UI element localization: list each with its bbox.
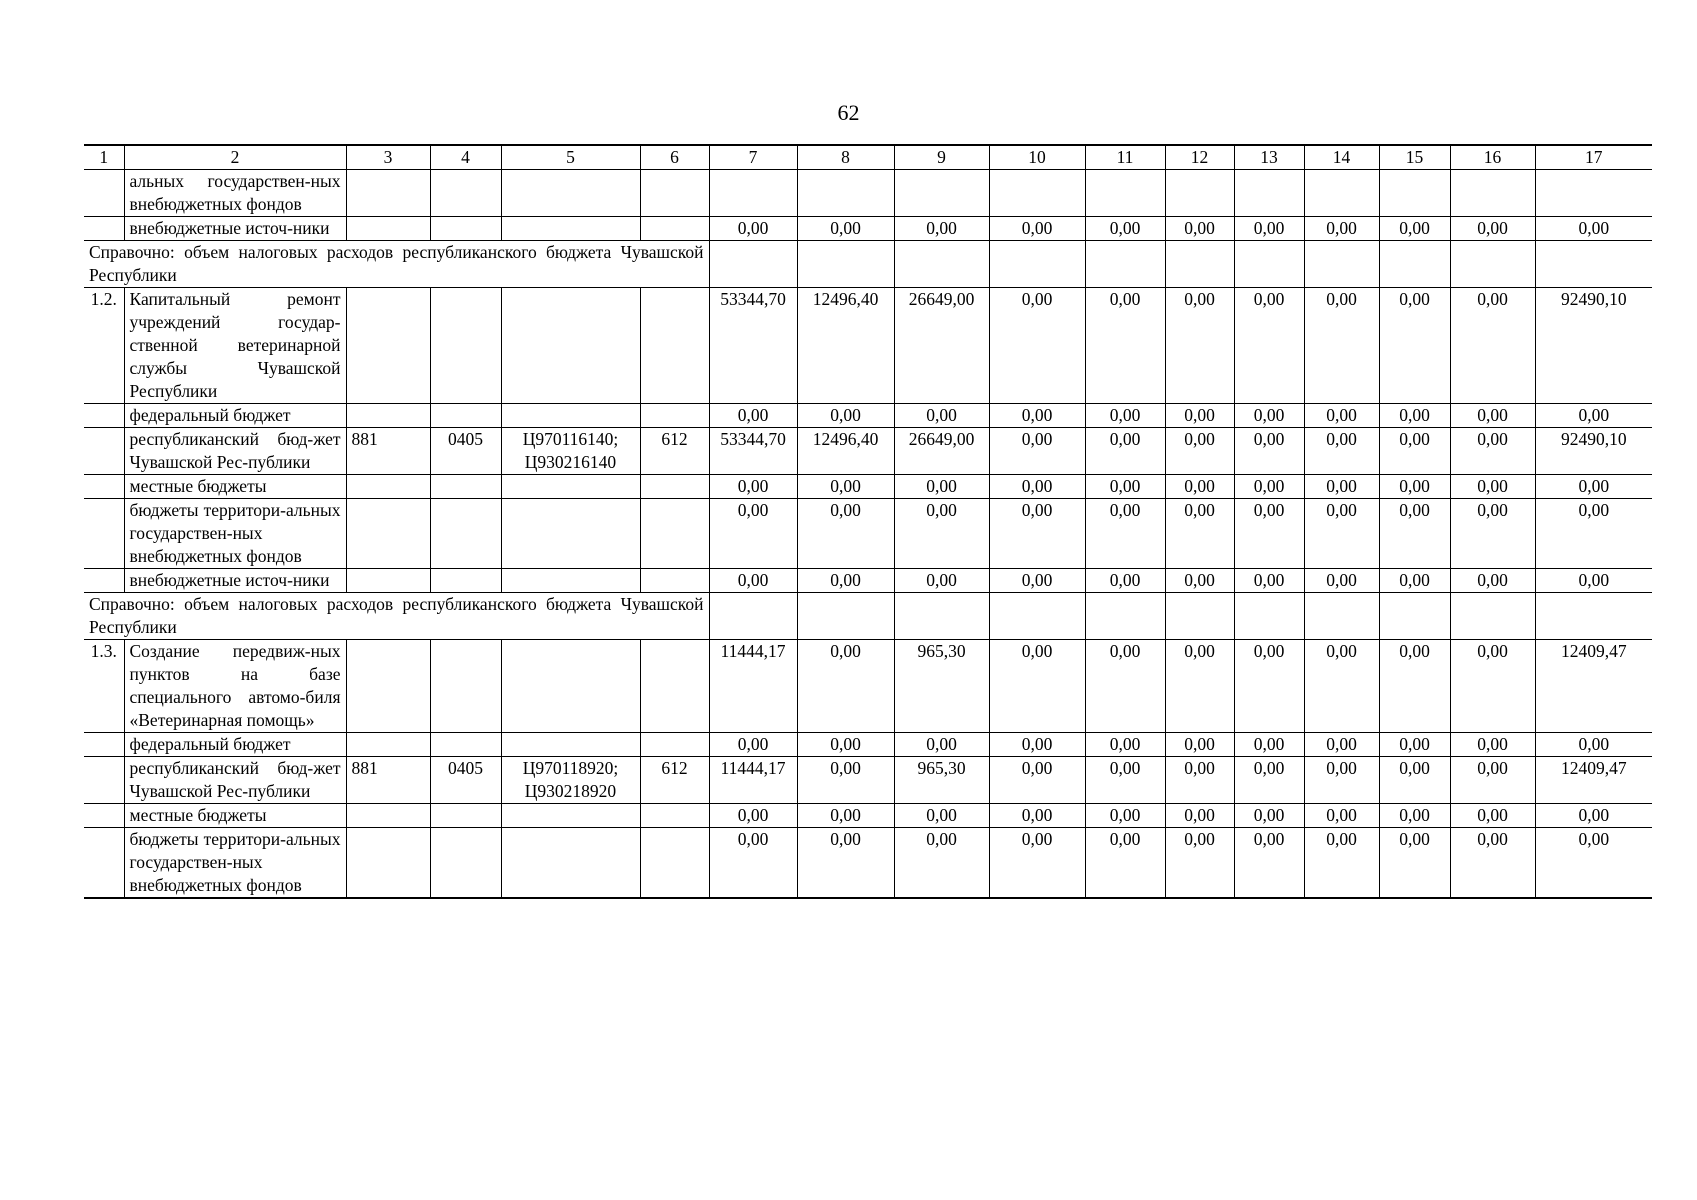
value-cell: 0,00 [1085,499,1165,569]
value-cell: 0,00 [1379,428,1450,475]
value-cell: 12409,47 [1535,757,1652,804]
section-code-cell [430,475,501,499]
expense-type-cell [640,170,709,217]
value-cell [797,593,894,640]
value-cell: 0,00 [1379,640,1450,733]
value-cell: 0,00 [1535,733,1652,757]
value-cell: 0,00 [709,217,797,241]
value-cell: 12496,40 [797,288,894,404]
table-row [84,733,1652,757]
value-cell: 0,00 [709,404,797,428]
table-row [84,404,1652,428]
code-cell [346,170,430,217]
value-cell: 0,00 [1535,828,1652,899]
table-row [84,288,1652,404]
target-code-cell [501,804,640,828]
code-cell [346,733,430,757]
target-code-cell [501,475,640,499]
code-cell [346,569,430,593]
target-code-cell [501,828,640,899]
value-cell [1450,593,1535,640]
value-cell: 0,00 [1304,757,1379,804]
value-cell [1304,593,1379,640]
value-cell: 0,00 [1450,733,1535,757]
item-name-cell: местные бюджеты [124,804,346,828]
value-cell: 0,00 [989,217,1085,241]
value-cell [1165,241,1234,288]
column-number-cell: 11 [1085,145,1165,170]
expense-type-cell [640,569,709,593]
expense-type-cell [640,404,709,428]
value-cell: 0,00 [894,828,989,899]
table-row [84,569,1652,593]
value-cell: 0,00 [1165,757,1234,804]
value-cell: 0,00 [1165,640,1234,733]
value-cell: 0,00 [1379,499,1450,569]
target-code-cell: Ц970118920; Ц930218920 [501,757,640,804]
value-cell [894,241,989,288]
value-cell: 0,00 [1535,569,1652,593]
value-cell: 0,00 [1304,569,1379,593]
section-code-cell [430,499,501,569]
target-code-cell [501,733,640,757]
value-cell: 0,00 [1234,475,1304,499]
value-cell: 0,00 [797,757,894,804]
code-cell [346,828,430,899]
value-cell [1234,170,1304,217]
target-code-cell [501,404,640,428]
value-cell [1535,241,1652,288]
column-number-cell: 3 [346,145,430,170]
value-cell: 0,00 [1085,475,1165,499]
section-code-cell [430,404,501,428]
value-cell: 0,00 [1234,569,1304,593]
value-cell: 0,00 [1304,217,1379,241]
value-cell [894,593,989,640]
value-cell: 0,00 [1234,499,1304,569]
column-number-cell: 14 [1304,145,1379,170]
target-code-cell [501,217,640,241]
value-cell: 0,00 [709,733,797,757]
table-row [84,499,1652,569]
item-number-cell [84,404,124,428]
value-cell: 92490,10 [1535,428,1652,475]
value-cell: 0,00 [989,757,1085,804]
value-cell: 0,00 [1304,499,1379,569]
value-cell: 0,00 [894,475,989,499]
value-cell: 0,00 [1379,569,1450,593]
value-cell: 0,00 [1234,404,1304,428]
value-cell: 0,00 [1085,804,1165,828]
target-code-cell [501,170,640,217]
value-cell: 0,00 [1379,804,1450,828]
code-cell [346,217,430,241]
column-number-cell: 7 [709,145,797,170]
expense-type-cell [640,733,709,757]
code-cell: 881 [346,757,430,804]
column-number-cell: 5 [501,145,640,170]
expense-type-cell [640,828,709,899]
value-cell: 0,00 [1450,804,1535,828]
value-cell [709,170,797,217]
value-cell: 92490,10 [1535,288,1652,404]
expense-type-cell: 612 [640,757,709,804]
column-number-cell: 1 [84,145,124,170]
item-number-cell [84,757,124,804]
value-cell: 0,00 [1085,757,1165,804]
page-number: 62 [837,100,860,125]
value-cell: 0,00 [1450,828,1535,899]
column-number-cell: 6 [640,145,709,170]
value-cell: 0,00 [1085,733,1165,757]
value-cell: 0,00 [894,404,989,428]
value-cell: 0,00 [1450,757,1535,804]
expense-type-cell [640,217,709,241]
target-code-cell [501,569,640,593]
value-cell: 11444,17 [709,757,797,804]
reference-text-cell: Справочно: объем налоговых расходов республиканского бюджета Чувашской Республики [84,241,709,288]
item-name-cell: внебюджетные источ-ники [124,569,346,593]
value-cell: 0,00 [709,569,797,593]
value-cell: 0,00 [1450,217,1535,241]
value-cell [1535,593,1652,640]
value-cell: 0,00 [1304,288,1379,404]
value-cell: 0,00 [1085,217,1165,241]
value-cell: 0,00 [1379,404,1450,428]
value-cell: 0,00 [1165,499,1234,569]
value-cell: 0,00 [1450,404,1535,428]
value-cell: 0,00 [1165,404,1234,428]
value-cell [709,241,797,288]
item-number-cell [84,828,124,899]
value-cell [989,593,1085,640]
value-cell: 0,00 [1165,288,1234,404]
code-cell [346,475,430,499]
table-row [84,170,1652,217]
item-name-cell: республиканский бюд-жет Чувашской Рес-публики [124,428,346,475]
expense-type-cell [640,288,709,404]
column-number-cell: 4 [430,145,501,170]
code-cell [346,404,430,428]
value-cell: 0,00 [1234,640,1304,733]
value-cell: 0,00 [709,804,797,828]
value-cell: 0,00 [709,475,797,499]
value-cell [1450,241,1535,288]
value-cell: 0,00 [894,569,989,593]
column-number-cell: 15 [1379,145,1450,170]
column-number-cell: 9 [894,145,989,170]
item-number-cell: 1.2. [84,288,124,404]
value-cell: 0,00 [1085,404,1165,428]
value-cell: 0,00 [989,288,1085,404]
column-number-cell: 2 [124,145,346,170]
target-code-cell: Ц970116140; Ц930216140 [501,428,640,475]
item-number-cell: 1.3. [84,640,124,733]
value-cell: 0,00 [1234,217,1304,241]
value-cell: 0,00 [989,804,1085,828]
value-cell: 12409,47 [1535,640,1652,733]
code-cell: 881 [346,428,430,475]
value-cell: 26649,00 [894,288,989,404]
value-cell: 0,00 [1085,640,1165,733]
value-cell: 26649,00 [894,428,989,475]
value-cell: 0,00 [989,428,1085,475]
item-name-cell: Создание передвиж-ных пунктов на базе специального автомо-биля «Ветеринарная помощь» [124,640,346,733]
value-cell [1165,593,1234,640]
value-cell: 0,00 [1165,569,1234,593]
value-cell [1379,241,1450,288]
expense-type-cell: 612 [640,428,709,475]
value-cell: 0,00 [797,217,894,241]
value-cell: 965,30 [894,640,989,733]
value-cell: 53344,70 [709,428,797,475]
value-cell: 0,00 [797,475,894,499]
value-cell [989,241,1085,288]
column-number-cell: 17 [1535,145,1652,170]
section-code-cell [430,217,501,241]
table-row [84,828,1652,899]
value-cell [1304,170,1379,217]
value-cell: 0,00 [709,499,797,569]
value-cell: 0,00 [1450,475,1535,499]
target-code-cell [501,640,640,733]
section-code-cell [430,170,501,217]
value-cell [1234,241,1304,288]
item-name-cell: федеральный бюджет [124,404,346,428]
value-cell: 0,00 [989,640,1085,733]
column-number-cell: 13 [1234,145,1304,170]
item-number-cell [84,804,124,828]
value-cell: 0,00 [1085,288,1165,404]
value-cell: 0,00 [1304,640,1379,733]
value-cell: 0,00 [797,499,894,569]
value-cell: 0,00 [1165,475,1234,499]
value-cell: 0,00 [894,217,989,241]
value-cell: 0,00 [1450,428,1535,475]
value-cell: 0,00 [989,404,1085,428]
value-cell: 0,00 [1085,428,1165,475]
value-cell: 0,00 [1085,828,1165,899]
item-name-cell: внебюджетные источ-ники [124,217,346,241]
value-cell: 0,00 [797,733,894,757]
value-cell: 0,00 [989,733,1085,757]
value-cell: 0,00 [1234,733,1304,757]
reference-text-cell: Справочно: объем налоговых расходов республиканского бюджета Чувашской Республики [84,593,709,640]
column-number-cell: 10 [989,145,1085,170]
value-cell: 0,00 [1234,828,1304,899]
table-row [84,804,1652,828]
value-cell: 0,00 [797,640,894,733]
table-row [84,757,1652,804]
value-cell: 0,00 [1450,640,1535,733]
value-cell: 53344,70 [709,288,797,404]
value-cell: 0,00 [1304,828,1379,899]
value-cell: 0,00 [1234,757,1304,804]
column-number-row [84,145,1652,170]
value-cell: 0,00 [1535,404,1652,428]
item-name-cell: местные бюджеты [124,475,346,499]
code-cell [346,499,430,569]
value-cell [1450,170,1535,217]
item-name-cell: федеральный бюджет [124,733,346,757]
value-cell: 0,00 [709,828,797,899]
value-cell: 0,00 [1304,404,1379,428]
section-code-cell [430,828,501,899]
value-cell: 0,00 [1379,757,1450,804]
item-name-cell: бюджеты территори-альных государствен-ных внебюджетных фондов [124,499,346,569]
item-number-cell [84,475,124,499]
column-number-cell: 12 [1165,145,1234,170]
item-number-cell [84,428,124,475]
value-cell: 0,00 [1165,828,1234,899]
value-cell: 0,00 [1535,217,1652,241]
value-cell: 0,00 [797,828,894,899]
expense-type-cell [640,499,709,569]
item-number-cell [84,499,124,569]
item-name-cell: Капитальный ремонт учреждений государ-ственной ветеринарной службы Чувашской Республики [124,288,346,404]
section-code-cell: 0405 [430,757,501,804]
value-cell: 0,00 [1085,569,1165,593]
column-number-cell: 8 [797,145,894,170]
column-number-cell: 16 [1450,145,1535,170]
value-cell: 0,00 [894,804,989,828]
value-cell: 0,00 [1535,499,1652,569]
value-cell: 0,00 [894,499,989,569]
expense-type-cell [640,804,709,828]
value-cell: 0,00 [1304,428,1379,475]
item-name-cell: альных государствен-ных внебюджетных фондов [124,170,346,217]
value-cell: 0,00 [797,804,894,828]
value-cell: 0,00 [1165,217,1234,241]
item-number-cell [84,569,124,593]
value-cell: 0,00 [1234,288,1304,404]
item-number-cell [84,733,124,757]
value-cell [1535,170,1652,217]
value-cell: 0,00 [1379,288,1450,404]
expense-type-cell [640,640,709,733]
section-code-cell [430,288,501,404]
code-cell [346,640,430,733]
value-cell: 0,00 [1379,828,1450,899]
value-cell: 0,00 [797,569,894,593]
value-cell: 0,00 [1535,804,1652,828]
target-code-cell [501,288,640,404]
value-cell: 0,00 [1165,733,1234,757]
table-row [84,428,1652,475]
table-row [84,217,1652,241]
reference-row [84,593,1652,640]
value-cell: 0,00 [989,499,1085,569]
item-name-cell: республиканский бюд-жет Чувашской Рес-публики [124,757,346,804]
value-cell [1379,593,1450,640]
section-code-cell [430,569,501,593]
value-cell: 0,00 [1304,475,1379,499]
value-cell: 0,00 [1379,217,1450,241]
value-cell [989,170,1085,217]
reference-row [84,241,1652,288]
value-cell [709,593,797,640]
value-cell [797,170,894,217]
value-cell: 0,00 [989,569,1085,593]
value-cell: 0,00 [894,733,989,757]
value-cell: 12496,40 [797,428,894,475]
budget-table [84,144,1652,899]
value-cell: 0,00 [1234,428,1304,475]
value-cell [1085,170,1165,217]
section-code-cell [430,804,501,828]
value-cell: 0,00 [1165,804,1234,828]
value-cell: 0,00 [1450,569,1535,593]
expense-type-cell [640,475,709,499]
value-cell: 0,00 [1165,428,1234,475]
value-cell: 0,00 [1450,499,1535,569]
value-cell [1304,241,1379,288]
table-row [84,475,1652,499]
value-cell: 0,00 [1379,475,1450,499]
value-cell: 0,00 [1535,475,1652,499]
value-cell: 11444,17 [709,640,797,733]
item-name-cell: бюджеты территори-альных государствен-ных внебюджетных фондов [124,828,346,899]
value-cell [797,241,894,288]
target-code-cell [501,499,640,569]
value-cell [1165,170,1234,217]
value-cell [1085,241,1165,288]
section-code-cell [430,640,501,733]
value-cell [894,170,989,217]
item-number-cell [84,217,124,241]
section-code-cell [430,733,501,757]
value-cell: 0,00 [1234,804,1304,828]
item-number-cell [84,170,124,217]
value-cell [1379,170,1450,217]
value-cell: 0,00 [797,404,894,428]
value-cell: 0,00 [989,475,1085,499]
value-cell: 0,00 [1450,288,1535,404]
table-body [84,145,1652,898]
table-row [84,640,1652,733]
value-cell: 0,00 [1304,733,1379,757]
value-cell: 0,00 [1379,733,1450,757]
code-cell [346,288,430,404]
value-cell: 0,00 [1304,804,1379,828]
value-cell [1234,593,1304,640]
section-code-cell: 0405 [430,428,501,475]
value-cell: 965,30 [894,757,989,804]
code-cell [346,804,430,828]
value-cell [1085,593,1165,640]
value-cell: 0,00 [989,828,1085,899]
